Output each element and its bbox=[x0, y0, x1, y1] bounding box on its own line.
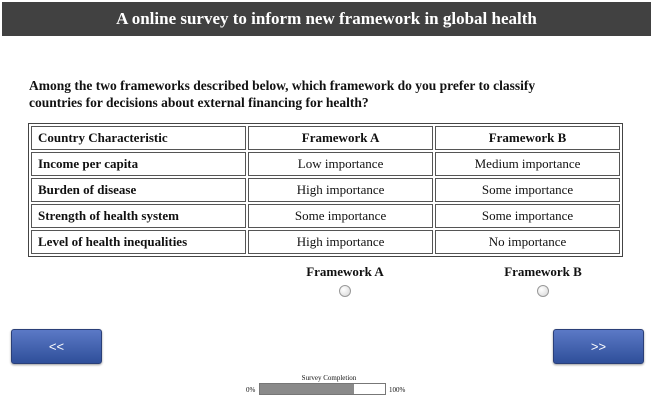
table-header-row bbox=[31, 126, 620, 150]
progress-label: Survey Completion bbox=[301, 374, 357, 382]
table-row bbox=[31, 178, 620, 202]
question-line-2: countries for decisions about external financing for health? bbox=[29, 95, 369, 110]
progress-max-label: 100% bbox=[389, 386, 406, 394]
header-framework-b: Framework B bbox=[435, 126, 620, 150]
row-framework-a-value: Low importance bbox=[248, 152, 433, 176]
progress-min-label: 0% bbox=[246, 386, 256, 394]
option-label-framework-a: Framework A bbox=[306, 264, 384, 279]
next-button[interactable]: >> bbox=[553, 329, 644, 364]
row-framework-b-value: Some importance bbox=[435, 178, 620, 202]
table-row bbox=[31, 230, 620, 254]
framework-comparison-table bbox=[28, 123, 623, 257]
back-button[interactable]: << bbox=[11, 329, 102, 364]
row-framework-a-value: Some importance bbox=[248, 204, 433, 228]
option-label-framework-b: Framework B bbox=[504, 264, 582, 279]
question-line-1: Among the two frameworks described below, which framework do you prefer to classify bbox=[29, 78, 536, 93]
row-characteristic: Strength of health system bbox=[31, 204, 246, 228]
progress-bar-fill bbox=[260, 384, 354, 394]
framework-a-radio[interactable] bbox=[339, 285, 351, 297]
table-row bbox=[31, 152, 620, 176]
framework-b-radio[interactable] bbox=[537, 285, 549, 297]
survey-title: A online survey to inform new framework in global health bbox=[116, 9, 537, 28]
row-framework-a-value: High importance bbox=[248, 178, 433, 202]
row-framework-a-value: High importance bbox=[248, 230, 433, 254]
survey-header bbox=[2, 2, 651, 36]
question-text bbox=[29, 77, 629, 111]
row-characteristic: Income per capita bbox=[31, 152, 246, 176]
header-country-characteristic: Country Characteristic bbox=[31, 126, 246, 150]
progress-bar bbox=[259, 383, 386, 395]
row-characteristic: Burden of disease bbox=[31, 178, 246, 202]
header-framework-a: Framework A bbox=[248, 126, 433, 150]
table-row bbox=[31, 204, 620, 228]
row-characteristic: Level of health inequalities bbox=[31, 230, 246, 254]
row-framework-b-value: Medium importance bbox=[435, 152, 620, 176]
row-framework-b-value: No importance bbox=[435, 230, 620, 254]
row-framework-b-value: Some importance bbox=[435, 204, 620, 228]
